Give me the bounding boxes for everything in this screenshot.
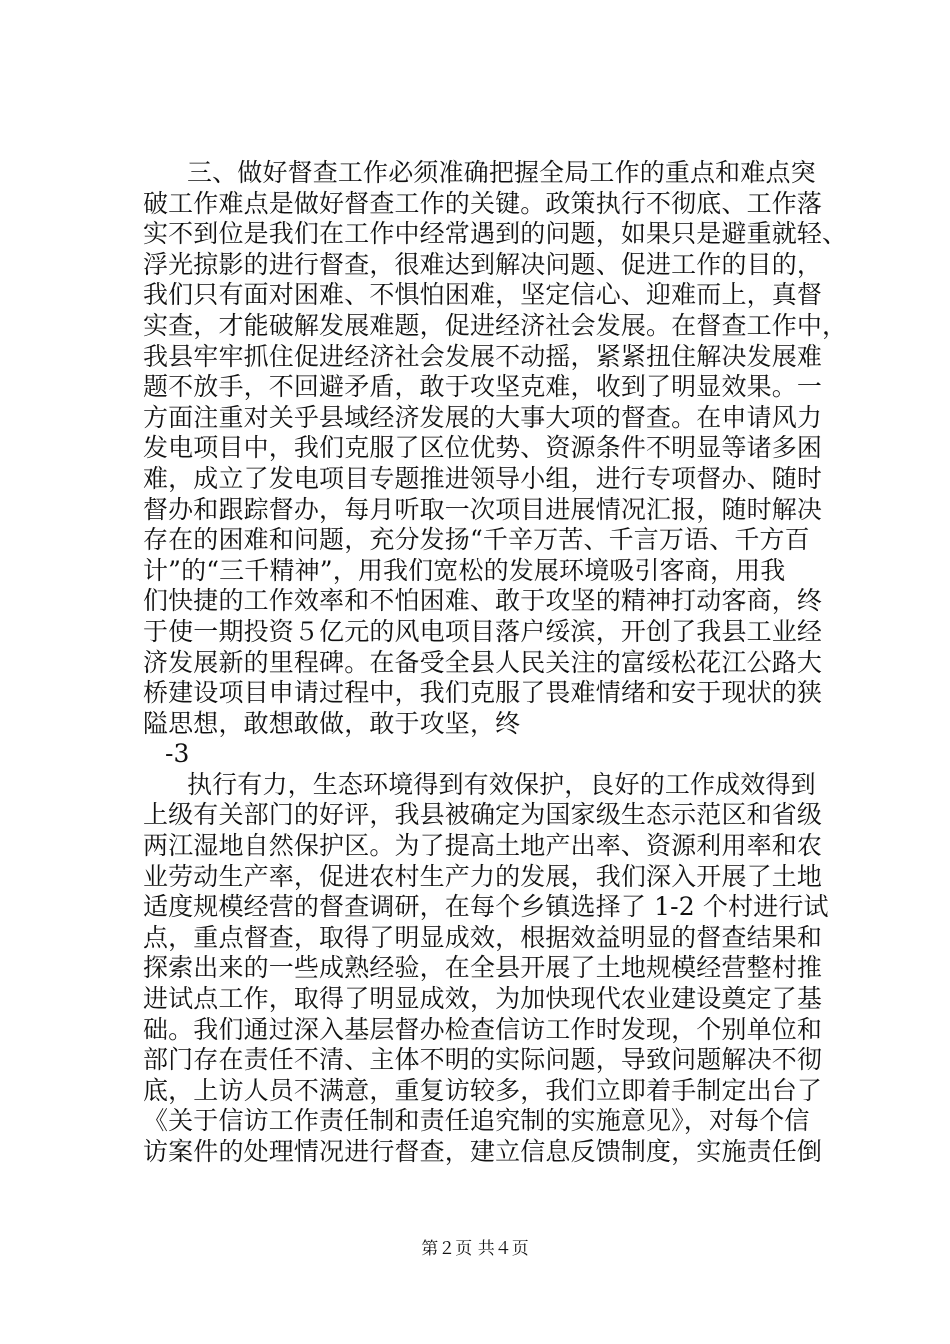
text-line: 浮光掠影的进行督查，很难达到解决问题、促进工作的目的， xyxy=(143,249,823,279)
paragraph-1 xyxy=(143,158,848,739)
text-line: 计”的“三千精神”，用我们宽松的发展环境吸引客商，用我 xyxy=(143,555,786,585)
text-line: 督办和跟踪督办，每月听取一次项目进展情况汇报，随时解决 xyxy=(143,494,823,524)
text-line: 访案件的处理情况进行督查，建立信息反馈制度，实施责任倒 xyxy=(143,1137,823,1166)
text-line: 执行有力，生态环境得到有效保护，良好的工作成效得到 xyxy=(187,769,816,799)
text-line: 业劳动生产率，促进农村生产力的发展，我们深入开展了土地 xyxy=(143,861,823,891)
text-line: 桥建设项目申请过程中，我们克服了畏难情绪和安于现状的狭 xyxy=(143,678,823,708)
text-line: 三、做好督查工作必须准确把握全局工作的重点和难点突 xyxy=(187,158,816,187)
body-text xyxy=(143,158,848,1168)
text-line: 们快捷的工作效率和不怕困难、敢于攻坚的精神打动客商，终 xyxy=(143,586,823,616)
text-line: 两江湿地自然保护区。为了提高土地产出率、资源利用率和农 xyxy=(143,831,823,861)
text-line: 底，上访人员不满意，重复访较多，我们立即着手制定出台了 xyxy=(143,1075,823,1105)
text-line: 点，重点督查，取得了明显成效，根据效益明显的督查结果和 xyxy=(143,922,823,952)
text-line: 题不放手，不回避矛盾，敢于攻坚克难，收到了明显效果。一 xyxy=(143,372,823,402)
text-line: 适度规模经营的督查调研，在每个乡镇选择了 1-2 个村进行试 xyxy=(143,892,829,922)
text-line: 存在的困难和问题，充分发扬“千辛万苦、千言万语、千方百 xyxy=(143,525,810,555)
page-footer: 第２页 共４页 xyxy=(421,1239,529,1259)
text-line: 难，成立了发电项目专题推进领导小组，进行专项督办、随时 xyxy=(143,463,823,493)
text-line: 发电项目中，我们克服了区位优势、资源条件不明显等诸多困 xyxy=(143,433,823,463)
text-line: 破工作难点是做好督查工作的关键。政策执行不彻底、工作落 xyxy=(143,188,823,218)
page-number-marker: -3 xyxy=(165,739,190,769)
text-line: 上级有关部门的好评，我县被确定为国家级生态示范区和省级 xyxy=(143,800,823,830)
text-line: 隘思想，敢想敢做，敢于攻坚，终 xyxy=(143,708,521,738)
text-line: 我县牢牢抓住促进经济社会发展不动摇，紧紧扭住解决发展难 xyxy=(143,341,823,371)
text-line: 础。我们通过深入基层督办检查信访工作时发现，个别单位和 xyxy=(143,1014,823,1044)
paragraph-2 xyxy=(143,770,843,1168)
text-line: 实不到位是我们在工作中经常遇到的问题，如果只是避重就轻、 xyxy=(143,219,848,249)
text-line: 方面注重对关乎县域经济发展的大事大项的督查。在申请风力 xyxy=(143,402,823,432)
text-line: 部门存在责任不清、主体不明的实际问题，导致问题解决不彻 xyxy=(143,1045,823,1075)
text-line: 《关于信访工作责任制和责任追究制的实施意见》，对每个信 xyxy=(143,1106,810,1136)
text-line: 实查，才能破解发展难题，促进经济社会发展。在督查工作中， xyxy=(143,310,848,340)
text-line: 我们只有面对困难、不惧怕困难，坚定信心、迎难而上，真督 xyxy=(143,280,823,310)
text-line: 探索出来的一些成熟经验，在全县开展了土地规模经营整村推 xyxy=(143,953,823,983)
text-line: 进试点工作，取得了明显成效，为加快现代农业建设奠定了基 xyxy=(143,984,823,1014)
text-line: 济发展新的里程碑。在备受全县人民关注的富绥松花江公路大 xyxy=(143,647,823,677)
text-line: 于使一期投资５亿元的风电项目落户绥滨，开创了我县工业经 xyxy=(143,616,823,646)
